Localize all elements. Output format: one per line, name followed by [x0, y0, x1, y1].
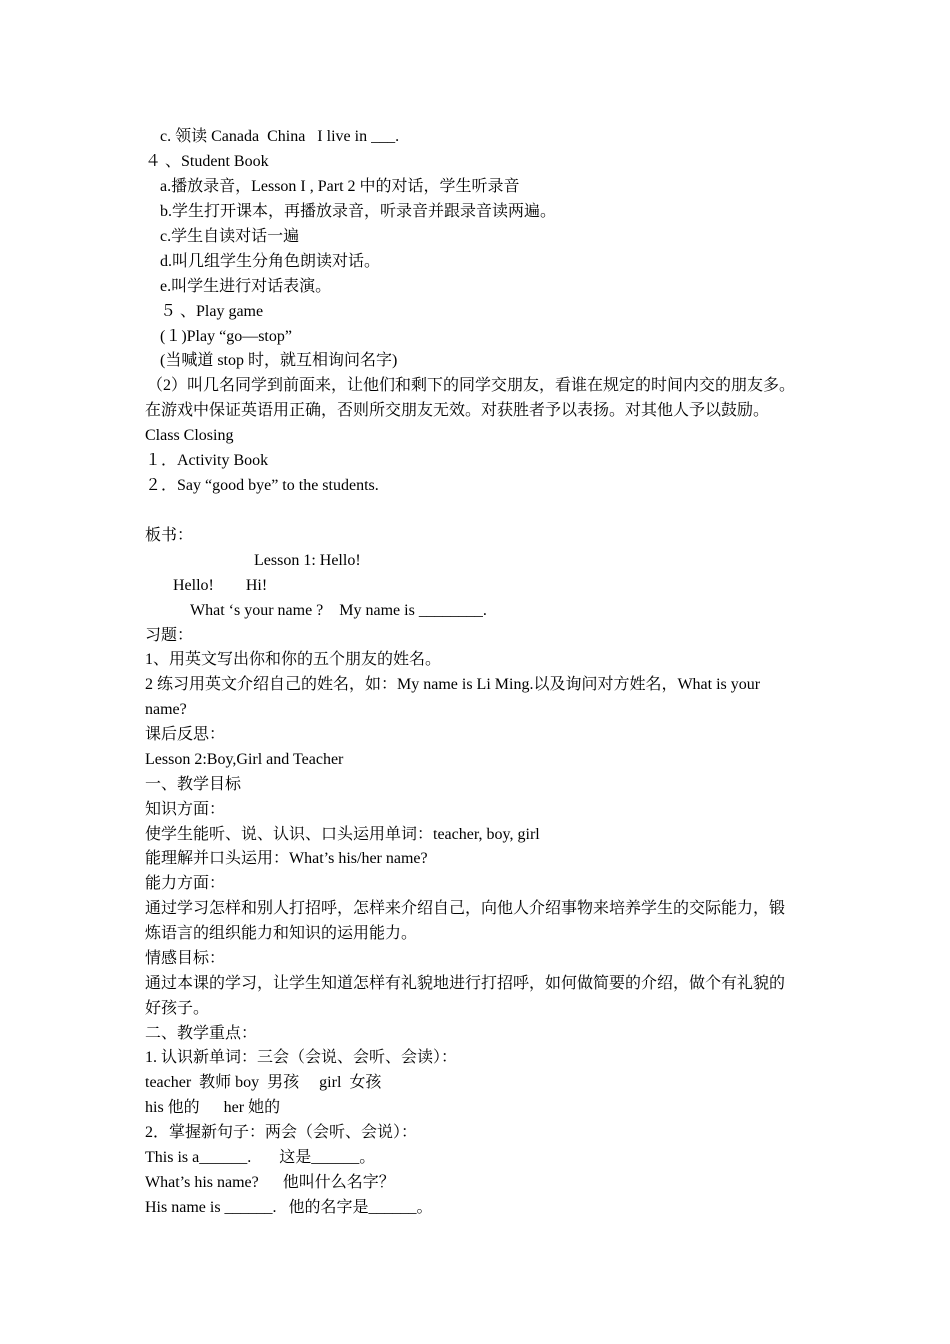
- text-line: ２．Say “good bye” to the students.: [145, 477, 379, 494]
- text-line: a.播放录音，Lesson I , Part 2 中的对话，学生听录音: [160, 178, 520, 195]
- text-line: d.叫几组学生分角色朗读对话。: [160, 253, 381, 270]
- section-heading: 习题：: [145, 627, 194, 644]
- text-line: (当喊道 stop 时，就互相询问名字): [160, 352, 398, 369]
- text-line: 通过本课的学习，让学生知道怎样有礼貌地进行打招呼，如何做简要的介绍，做个有礼貌的: [145, 975, 786, 992]
- text-line: 1. 认识新单词：三会（会说、会听、会读）：: [145, 1049, 458, 1066]
- section-heading: Class Closing: [145, 427, 234, 444]
- text-line: his 他的 her 她的: [145, 1099, 281, 1116]
- text-line: 情感目标：: [145, 950, 226, 967]
- text-line: e.叫学生进行对话表演。: [160, 278, 332, 295]
- text-line: （2）叫几名同学到前面来，让他们和剩下的同学交朋友，看谁在规定的时间内交的朋友多。: [147, 377, 796, 394]
- text-line: His name is ______. 他的名字是______。: [145, 1199, 433, 1216]
- text-line: b.学生打开课本，再播放录音，听录音并跟录音读两遍。: [160, 203, 557, 220]
- text-line: 好孩子。: [145, 1000, 210, 1017]
- text-line: 2 练习用英文介绍自己的姓名，如：My name is Li Ming.以及询问对方姓名，What is your: [145, 676, 761, 693]
- section-heading: 课后反思：: [145, 726, 226, 743]
- text-line: 炼语言的组织能力和知识的运用能力。: [145, 925, 418, 942]
- text-line: 通过学习怎样和别人打招呼，怎样来介绍自己，向他人介绍事物来培养学生的交际能力，锻: [145, 900, 786, 917]
- text-line: (１)Play “go—stop”: [160, 328, 292, 345]
- text-line: ４ 、Student Book: [145, 153, 269, 170]
- text-line: 能理解并口头运用：What’s his/her name?: [145, 850, 428, 867]
- text-line: What’s his name? 他叫什么名字？: [145, 1174, 395, 1191]
- text-line: What ‘s your name ? My name is ________.: [190, 602, 487, 619]
- text-line: This is a______. 这是______。: [145, 1149, 376, 1166]
- text-line: 在游戏中保证英语用正确，否则所交朋友无效。对获胜者予以表扬。对其他人予以鼓励。: [145, 402, 770, 419]
- text-line: c. 领读 Canada China I live in ___.: [160, 128, 400, 145]
- text-line: ５ 、Play game: [160, 303, 264, 320]
- section-heading: 板书：: [145, 527, 194, 544]
- text-line: 2．掌握新句子：两会（会听、会说）：: [145, 1124, 418, 1141]
- section-heading: 一、教学目标: [145, 776, 242, 793]
- lesson-title: Lesson 2:Boy,Girl and Teacher: [145, 751, 344, 768]
- board-title: Lesson 1: Hello!: [254, 552, 361, 569]
- text-line: 知识方面：: [145, 801, 226, 818]
- text-line: name?: [145, 701, 187, 718]
- text-line: c.学生自读对话一遍: [160, 228, 300, 245]
- text-line: １．Activity Book: [145, 452, 269, 469]
- section-heading: 二、教学重点：: [145, 1025, 258, 1042]
- text-line: 能力方面：: [145, 875, 226, 892]
- text-line: 1、用英文写出你和你的五个朋友的姓名。: [145, 651, 442, 668]
- text-line: teacher 教师 boy 男孩 girl 女孩: [145, 1074, 382, 1091]
- text-line: 使学生能听、说、认识、口头运用单词：teacher, boy, girl: [145, 826, 540, 843]
- text-line: Hello! Hi!: [173, 577, 268, 594]
